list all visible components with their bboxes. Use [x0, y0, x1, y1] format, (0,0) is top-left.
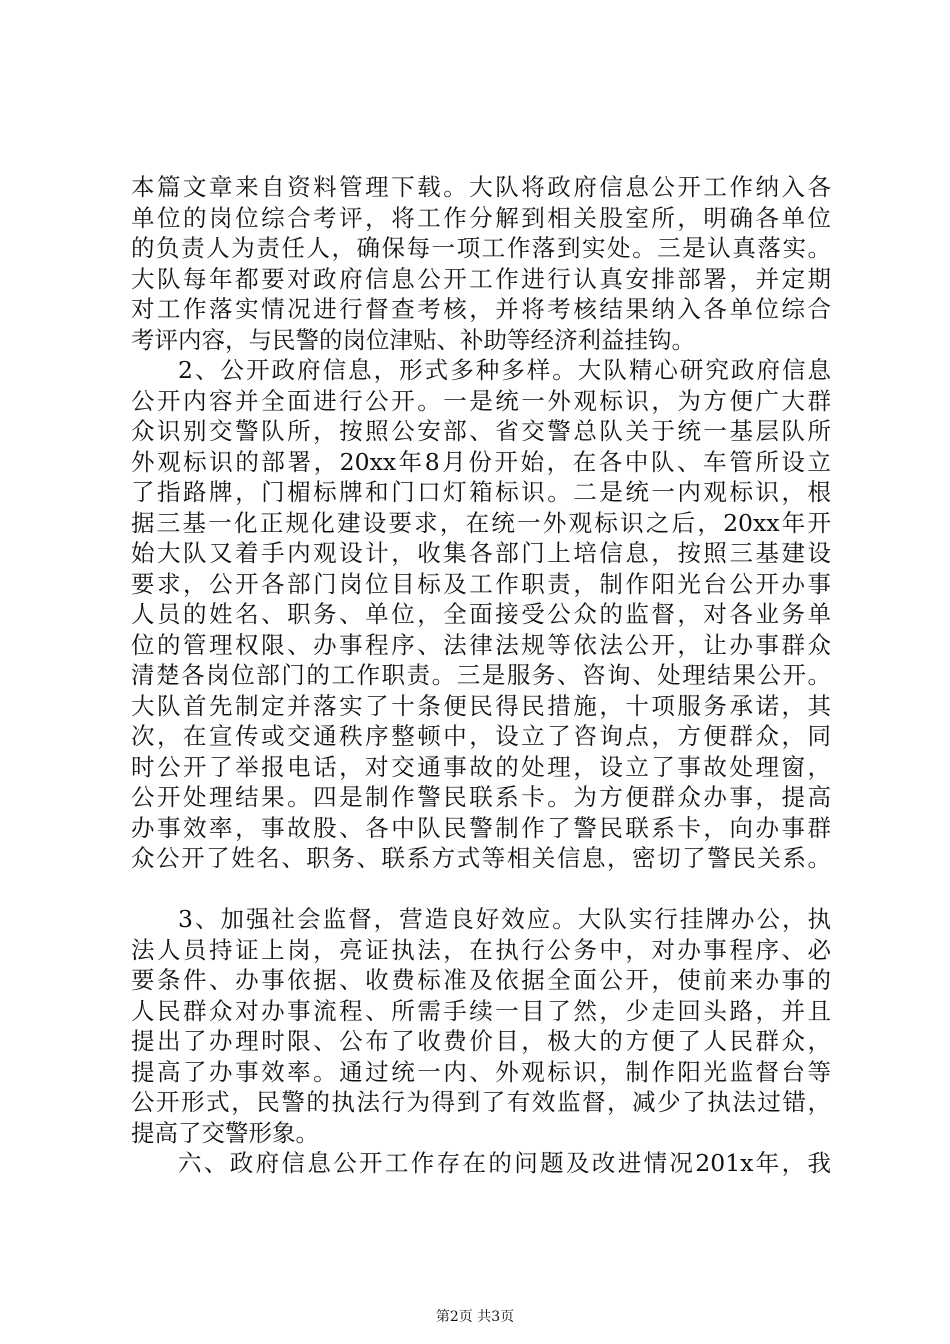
text-line: 清楚各岗位部门的工作职责。三是服务、咨询、处理结果公开。	[131, 661, 831, 689]
text-line: 法人员持证上岗，亮证执法，在执行公务中，对办事程序、必	[131, 935, 831, 964]
text-line: 众识别交警队所，按照公安部、省交警总队关于统一基层队所	[131, 417, 831, 445]
text-line: 大队首先制定并落实了十条便民得民措施，十项服务承诺，其	[131, 691, 831, 720]
blank-line	[131, 874, 831, 905]
page-number-footer: 第2页 共3页	[435, 1309, 515, 1325]
text-line: 公开处理结果。四是制作警民联系卡。为方便群众办事，提高	[131, 783, 831, 811]
text-line: 要条件、办事依据、收费标准及依据全面公开，使前来办事的	[131, 966, 831, 994]
text-line: 对工作落实情况进行督查考核，并将考核结果纳入各单位综合	[131, 295, 831, 323]
text-line: 大队每年都要对政府信息公开工作进行认真安排部署，并定期	[131, 264, 831, 293]
text-line: 人民群众对办事流程、所需手续一目了然，少走回头路，并且	[131, 996, 831, 1025]
paragraph-start-line: 3、加强社会监督，营造良好效应。大队实行挂牌办公，执	[178, 905, 831, 933]
document-body	[131, 172, 831, 1179]
text-line: 众公开了姓名、职务、联系方式等相关信息，密切了警民关系。	[131, 844, 831, 872]
text-line: 考评内容，与民警的岗位津贴、补助等经济利益挂钩。	[131, 325, 695, 354]
text-line: 公开内容并全面进行公开。一是统一外观标识，为方便广大群	[131, 386, 831, 415]
text-line: 提出了办理时限、公布了收费价目，极大的方便了人民群众，	[131, 1027, 831, 1055]
text-line: 公开形式，民警的执法行为得到了有效监督，减少了执法过错，	[131, 1088, 831, 1116]
text-line: 本篇文章来自资料管理下载。大队将政府信息公开工作纳入各	[131, 173, 831, 201]
paragraph-start-line: 六、政府信息公开工作存在的问题及改进情况201x年，我	[178, 1149, 831, 1177]
text-line: 提高了交警形象。	[131, 1118, 319, 1147]
text-line: 单位的岗位综合考评，将工作分解到相关股室所，明确各单位	[131, 203, 831, 232]
text-line: 据三基一化正规化建设要求，在统一外观标识之后，20xx年开	[131, 508, 831, 537]
text-line: 次，在宣传或交通秩序整顿中，设立了咨询点，方便群众，同	[131, 722, 831, 750]
text-line: 人员的姓名、职务、单位，全面接受公众的监督，对各业务单	[131, 600, 831, 628]
text-line: 要求，公开各部门岗位目标及工作职责，制作阳光台公开办事	[131, 569, 831, 598]
text-line: 位的管理权限、办事程序、法律法规等依法公开，让办事群众	[131, 630, 831, 659]
text-line: 时公开了举报电话，对交通事故的处理，设立了事故处理窗，	[131, 752, 831, 781]
text-line: 了指路牌，门楣标牌和门口灯箱标识。二是统一内观标识，根	[131, 478, 831, 506]
text-line: 办事效率，事故股、各中队民警制作了警民联系卡，向办事群	[131, 813, 831, 842]
text-line: 的负责人为责任人，确保每一项工作落到实处。三是认真落实。	[131, 234, 831, 262]
text-line: 外观标识的部署，20xx年8月份开始，在各中队、车管所设立	[131, 447, 831, 476]
paragraph-start-line: 2、公开政府信息，形式多种多样。大队精心研究政府信息	[178, 356, 831, 384]
text-line: 提高了办事效率。通过统一内、外观标识，制作阳光监督台等	[131, 1057, 831, 1086]
text-line: 始大队又着手内观设计，收集各部门上培信息，按照三基建设	[131, 539, 831, 567]
